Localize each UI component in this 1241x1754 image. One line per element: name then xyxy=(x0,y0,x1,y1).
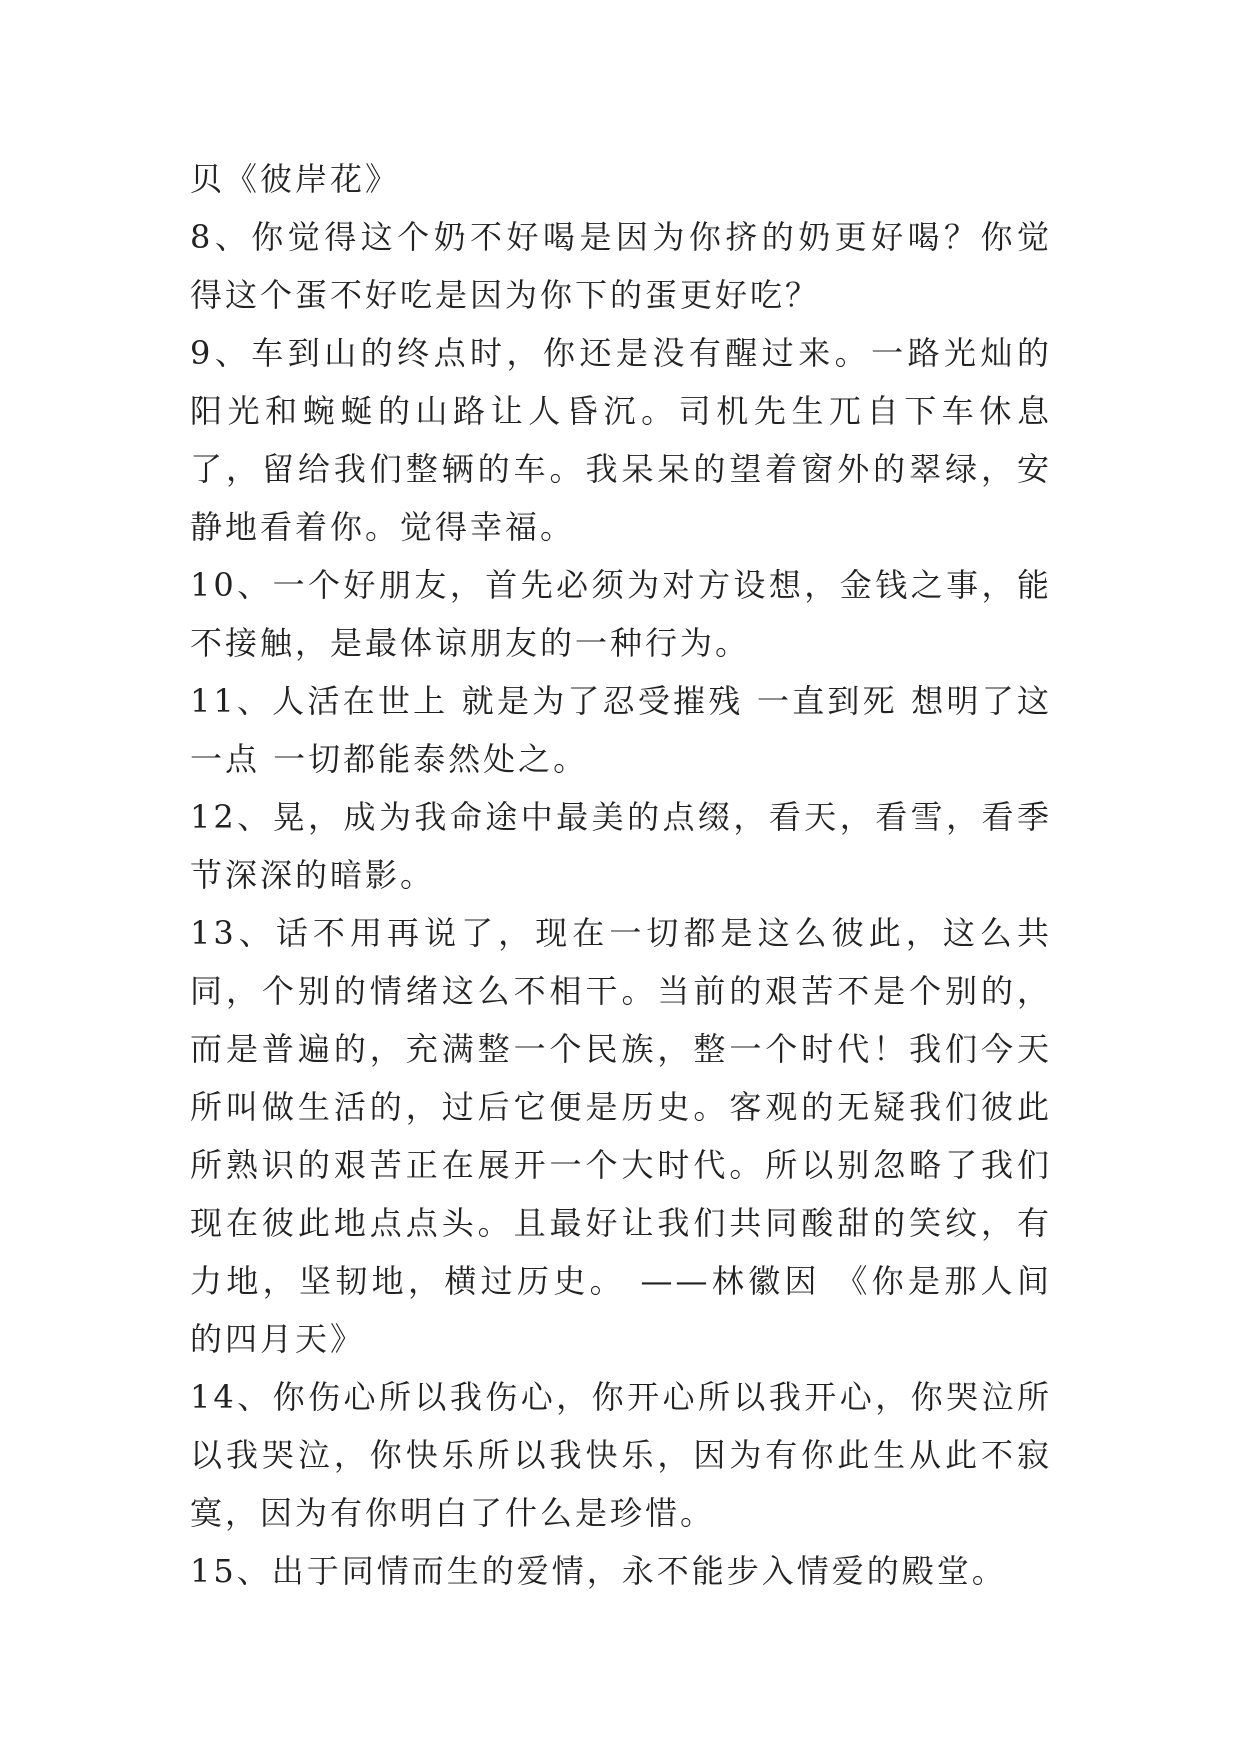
document-body xyxy=(190,150,1052,1600)
paragraph-item-10: 10、一个好朋友，首先必须为对方设想，金钱之事，能不接触，是最体谅朋友的一种行为。 xyxy=(190,566,1052,662)
paragraph-source-continuation: 贝《彼岸花》 xyxy=(190,160,401,198)
paragraph-item-14: 14、你伤心所以我伤心，你开心所以我开心，你哭泣所以我哭泣，你快乐所以我快乐，因为有你此生从此不寂寞，因为有你明白了什么是珍惜。 xyxy=(190,1378,1052,1532)
paragraph-item-13: 13、话不用再说了，现在一切都是这么彼此，这么共同，个别的情绪这么不相干。当前的艰苦不是个别的，而是普遍的，充满整一个民族，整一个时代！我们今天所叫做生活的，过后它便是历史。客观的无疑我们彼此所熟识的艰苦正在展开一个大时代。所以别忽略了我们现在彼此地点点头。且最好让我们共同酸甜的笑纹，有力地，坚韧地，横过历史。 ——林徽因 《你是那人间的四月天》 xyxy=(190,914,1052,1358)
paragraph-item-11: 11、人活在世上 就是为了忍受摧残 一直到死 想明了这一点 一切都能泰然处之。 xyxy=(190,682,1052,778)
paragraph-item-9: 9、车到山的终点时，你还是没有醒过来。一路光灿的阳光和蜿蜒的山路让人昏沉。司机先生兀自下车休息了，留给我们整辆的车。我呆呆的望着窗外的翠绿，安静地看着你。觉得幸福。 xyxy=(190,334,1052,546)
paragraph-item-8: 8、你觉得这个奶不好喝是因为你挤的奶更好喝？你觉得这个蛋不好吃是因为你下的蛋更好吃？ xyxy=(190,218,1052,314)
paragraph-item-12: 12、晃，成为我命途中最美的点缀，看天，看雪，看季节深深的暗影。 xyxy=(190,798,1052,894)
paragraph-item-15: 15、出于同情而生的爱情，永不能步入情爱的殿堂。 xyxy=(190,1552,1007,1590)
